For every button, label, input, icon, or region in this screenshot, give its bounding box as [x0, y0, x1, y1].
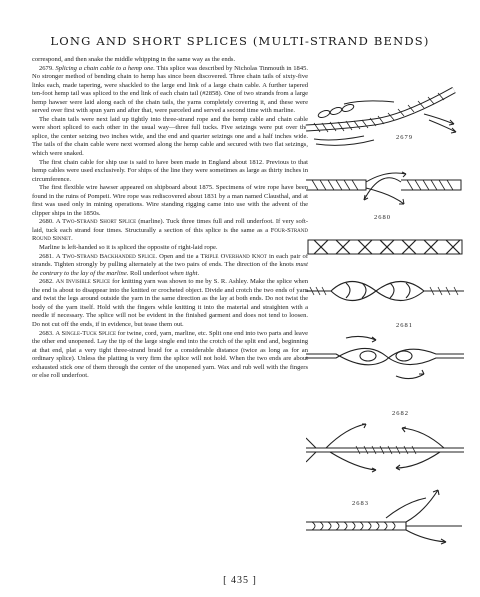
item-text: (marline). Tuck three times full and roll underfoot. If very soft-laid, tuck each strand four times. Structurally a section of this splice is the same as a [32, 218, 309, 234]
figure-label: 2681 [396, 322, 413, 329]
item-text: This splice was described by Nicholas Tinmouth in 1845. No stronger method of bending chain to hemp has since been discovered. Three chain tails of sixty-five links each, made tapering, were shackled to the large end link of a large chain cable. A further tapered ten-foot hemp tail was spliced to the end link of each chain tail (#2858). One of two strands from a large hemp hawser were laid along each of the chain tails, the yarns completely covering it, and these were served over first with spun yarn and after that, were parceled and served a second time with marline. [32, 64, 309, 115]
item-text: . Roll underfoot [126, 269, 171, 277]
item-text-end: . [197, 269, 200, 277]
figure-2679 [304, 84, 464, 156]
paragraph-chain-tails: The chain tails were next laid up tightly into three-strand rope and the hemp cable and chain cable were short spliced to each other in the usual way—three full tucks. Five seizings were put over the splice, the center seizing two inches wide, and the end and quarter seizings one and a half inches wide. The tails of the chain cable were next wormed along the hemp cable and secured with two flat seizings, which were snaked. [32, 115, 308, 158]
figure-2682 [306, 410, 464, 474]
item-text-end: . [71, 235, 73, 243]
cross-reference: Four-Strand Round Sinnet [32, 226, 308, 243]
chain-hemp-splice-illustration [304, 84, 464, 156]
item-number: 2683. [39, 329, 54, 337]
item-text: in each pair of strands. Tighten strongly by pulling alternately at the two pairs of ends. The direction of the knots [32, 252, 309, 269]
item-title: A Two-Strand Short Splice [55, 218, 137, 226]
figure-2681 [306, 318, 464, 374]
paragraph-2679 [32, 65, 308, 116]
emphasis: when tight [170, 269, 198, 277]
item-number: 2682. [39, 278, 54, 286]
paragraph-marline: Marline is left-handed so it is spliced the opposite of right-laid rope. [39, 244, 218, 252]
paragraph-continuation: correspond, and then snake the middle whipping in the same way as the ends. [32, 56, 236, 63]
paragraph-2683 [32, 330, 308, 381]
item-text: for twine, cord, yarn, marline, etc. Split one end into two parts and leave the other end unopened. Lay the tip of the large single end into the crotch of the split end and, beginning at that end, plat a very tight three-strand braid for a considerable distance (twice as long as for an ordinary splice). Unless the platting is very firm the splice will not hold. When the two ends are about exhausted stick [32, 329, 309, 371]
figure-2683 [306, 482, 464, 552]
plaited-splice-illustration [306, 236, 464, 258]
figure-label: 2683 [352, 500, 369, 507]
figure-2681-open [306, 268, 464, 314]
paragraph-wire-history: The first flexible wire hawser appeared on shipboard about 1875. Specimens of wire rope have been found in the ruins of Pompeii. Wire rope was rediscovered about 1831 by a man named Clausthal, and at first was used only in mining operations. Wire standing rigging came into use with the advent of the clipper ships in the 1850s. [32, 184, 308, 217]
single-tuck-splice-illustration [306, 482, 464, 552]
emphasis: one [74, 363, 84, 371]
page-number-value: 435 [231, 575, 249, 586]
figure-2680 [306, 170, 464, 228]
figure-2680-plait [306, 236, 464, 258]
figure-label: 2680 [374, 214, 391, 221]
paragraph-2681 [32, 253, 308, 279]
two-strand-opened-illustration [306, 268, 464, 314]
item-title: A Two-Strand Backhanded Splice [55, 252, 156, 260]
item-number: 2679. [39, 64, 54, 72]
cross-reference: Triple Overhand Knot [200, 252, 267, 260]
item-number: 2681. [39, 252, 54, 260]
emphasis: must be contrary to the lay of the marline [32, 261, 308, 277]
page-number: [ 435 ] [223, 575, 257, 586]
item-text: of them through the center of the unopened yarn. Wax and rub well with the fingers or else roll underfoot. [32, 363, 308, 380]
item-title: A Single-Tuck Splice [55, 329, 117, 337]
paragraph-2680 [32, 218, 308, 244]
item-number: 2680. [39, 218, 54, 226]
item-text: for knitting yarn was shown to me by S. R. Ashley. Make the splice when the end is about to disappear into the knitted or crocheted object. Divide and crotch the two ends of yarn and twist the legs around outside the yarn in the same direction as the lay at both ends. Do not twist the body of the yarn itself. Hold with the fingers while knitting it into the material and straighten with a needle if necessary. The splice will not be evident in the finished garment and does not tend to loosen. Do not cut off the ends, if in evidence, but tease them out. [32, 278, 309, 328]
item-text: . Open and tie a [155, 252, 201, 260]
backhanded-splice-illustration [306, 332, 464, 388]
figure-label: 2682 [392, 410, 409, 417]
item-title: An Invisible Splice [55, 278, 111, 286]
paragraph-2682 [32, 278, 308, 329]
page-title: LONG AND SHORT SPLICES (MULTI-STRAND BENDS) [50, 34, 430, 48]
paragraph-chain-history: The first chain cable for ship use is said to have been made in England about 1812. Previous to that hemp cables were used exclusively. For ships of the line they were sometimes as large as thirty inches in circumference. [32, 158, 308, 183]
text-column [32, 56, 308, 381]
item-title: Splicing a chain cable to a hemp one. [55, 64, 155, 72]
figure-label: 2679 [396, 134, 413, 141]
invisible-splice-illustration [306, 418, 464, 474]
